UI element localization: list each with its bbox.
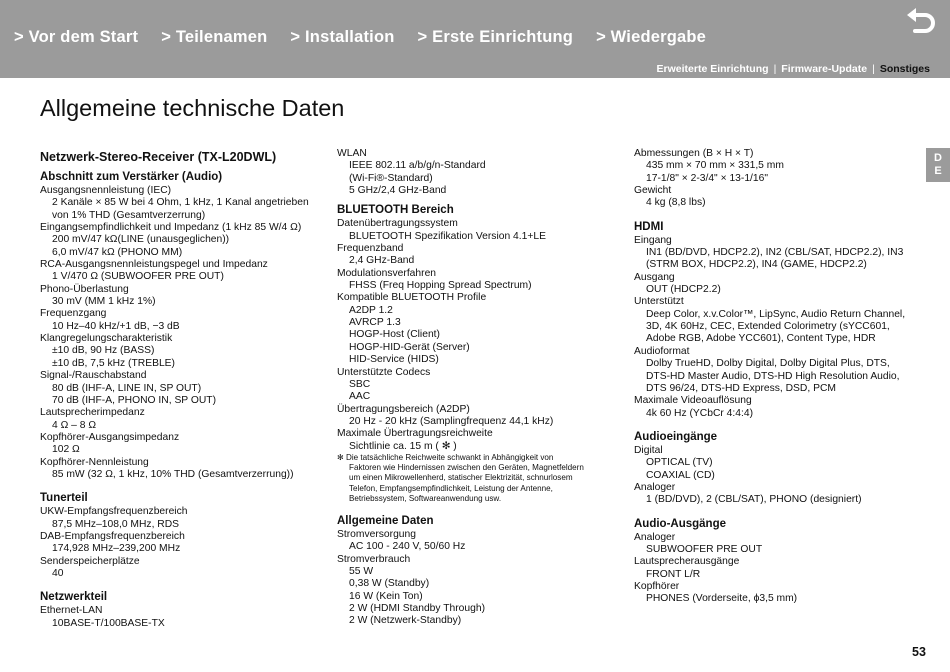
spec-label: Gewicht	[634, 185, 672, 197]
spec-label: Ethernet-LAN	[40, 605, 103, 617]
spec-value: 174,928 MHz–239,200 MHz	[52, 543, 181, 555]
page-title: Allgemeine technische Daten	[40, 95, 345, 121]
spec-label: Klangregelungscharakteristik	[40, 333, 173, 345]
language-tab-letter: E	[934, 165, 942, 177]
spec-label: Analoger	[634, 481, 676, 493]
spec-value: (STRM BOX, HDCP2.2), IN4 (GAME, HDCP2.2)	[646, 259, 867, 271]
spec-label: Frequenzband	[337, 243, 404, 255]
subnav-sonstiges[interactable]: Sonstiges	[879, 63, 930, 75]
spec-value: Dolby TrueHD, Dolby Digital, Dolby Digital Plus, DTS,	[646, 358, 890, 370]
spec-value: HOGP-Host (Client)	[349, 329, 440, 341]
subsection-heading: Audio-Ausgänge	[634, 517, 726, 530]
spec-value: 0,38 W (Standby)	[349, 578, 430, 590]
footnote: Faktoren wie Hindernissen zwischen den Geräten, Magnetfeldern	[349, 463, 584, 473]
spec-label: Ausgangsnennleistung (IEC)	[40, 185, 172, 196]
spec-value: AC 100 - 240 V, 50/60 Hz	[349, 541, 466, 553]
spec-label: Unterstützt	[634, 296, 684, 308]
spec-label: Maximale Videoauflösung	[634, 395, 752, 407]
spec-value: DTS-HD Master Audio, DTS-HD High Resolution Audio,	[646, 370, 900, 382]
spec-value: OPTICAL (TV)	[646, 457, 713, 469]
spec-value: HOGP-HID-Gerät (Server)	[349, 341, 470, 353]
spec-label: Kopfhörer	[634, 580, 680, 592]
spec-value: DTS 96/24, DTS-HD Express, DSD, PCM	[646, 382, 836, 394]
spec-value: 85 mW (32 Ω, 1 kHz, 10% THD (Gesamtverzerrung))	[52, 468, 294, 480]
spec-label: Unterstützte Codecs	[337, 366, 431, 378]
sub-navigation	[657, 63, 930, 75]
footnote: ✻ Die tatsächliche Reichweite schwankt in Abhängigkeit von	[337, 452, 554, 462]
spec-value: 435 mm × 70 mm × 331,5 mm	[646, 160, 784, 172]
spec-value: A2DP 1.2	[349, 304, 393, 316]
spec-value: 16 W (Kein Ton)	[349, 590, 423, 602]
spec-label: Analoger	[634, 531, 676, 543]
spec-value: 2 W (Netzwerk-Standby)	[349, 615, 462, 627]
spec-value: 2 W (HDMI Standby Through)	[349, 602, 486, 614]
spec-value: FRONT L/R	[646, 568, 701, 580]
spec-label: WLAN	[337, 148, 367, 159]
spec-value: 5 GHz/2,4 GHz-Band	[349, 185, 447, 197]
spec-value: 4 kg (8,8 lbs)	[646, 197, 706, 209]
subsection-heading: Tunerteil	[40, 492, 88, 505]
footnote: um einen Mikrowellenherd, statischer Elektrizität, schnurlosem	[349, 473, 573, 483]
subnav-firmware-update[interactable]: Firmware-Update	[781, 63, 868, 75]
spec-value: SBC	[349, 378, 371, 390]
spec-value: 200 mV/47 kΩ(LINE (unausgeglichen))	[52, 234, 230, 246]
spec-column-2	[337, 148, 627, 628]
spec-label: Maximale Übertragungsreichweite	[337, 428, 493, 440]
top-navigation-bar	[0, 0, 950, 78]
spec-label: Abmessungen (B × H × T)	[634, 148, 754, 159]
spec-label: Frequenzgang	[40, 308, 107, 320]
spec-label: Kopfhörer-Nennleistung	[40, 456, 149, 468]
spec-value: 10BASE-T/100BASE-TX	[52, 617, 165, 629]
spec-value: 4k 60 Hz (YCbCr 4:4:4)	[646, 407, 754, 419]
spec-value: 55 W	[349, 565, 374, 577]
subnav-separator: |	[872, 63, 875, 75]
spec-value: AVRCP 1.3	[349, 317, 401, 329]
spec-value: (Wi-Fi®-Standard)	[349, 172, 433, 184]
spec-label: Lautsprecherimpedanz	[40, 407, 145, 419]
spec-value: FHSS (Freq Hopping Spread Spectrum)	[349, 280, 532, 292]
language-tab-letter: D	[934, 152, 942, 164]
spec-label: Modulationsverfahren	[337, 267, 437, 279]
spec-value: ±10 dB, 90 Hz (BASS)	[52, 345, 155, 357]
spec-label: Digital	[634, 444, 663, 456]
nav-wiedergabe[interactable]: > Wiedergabe	[596, 28, 707, 46]
spec-label: Phono-Überlastung	[40, 283, 129, 295]
spec-column-3	[634, 148, 926, 606]
spec-value: IEEE 802.11 a/b/g/n-Standard	[349, 160, 486, 172]
subsection-heading: Audioeingänge	[634, 430, 718, 443]
spec-value: 20 Hz - 20 kHz (Samplingfrequenz 44,1 kHz)	[349, 415, 554, 427]
spec-label: Übertragungsbereich (A2DP)	[337, 403, 470, 415]
spec-value: BLUETOOTH Spezifikation Version 4.1+LE	[349, 230, 546, 242]
nav-erste-einrichtung[interactable]: > Erste Einrichtung	[417, 28, 574, 46]
spec-label: RCA-Ausgangsnennleistungspegel und Impedanz	[40, 259, 268, 271]
spec-value: IN1 (BD/DVD, HDCP2.2), IN2 (CBL/SAT, HDCP2.2), IN3	[646, 247, 904, 259]
nav-installation[interactable]: > Installation	[290, 28, 395, 46]
spec-value: 1 V/470 Ω (SUBWOOFER PRE OUT)	[52, 271, 224, 283]
spec-value: 80 dB (IHF-A, LINE IN, SP OUT)	[52, 382, 202, 394]
spec-value: 6,0 mV/47 kΩ (PHONO MM)	[52, 246, 183, 258]
spec-value: SUBWOOFER PRE OUT	[646, 543, 763, 555]
subsection-heading: Abschnitt zum Verstärker (Audio)	[40, 171, 223, 183]
spec-value: 30 mV (MM 1 kHz 1%)	[52, 296, 156, 308]
page-number: 53	[912, 645, 926, 659]
spec-value: PHONES (Vorderseite, ϕ3,5 mm)	[646, 593, 798, 605]
spec-label: Eingang	[634, 234, 672, 246]
spec-label: Signal-/Rauschabstand	[40, 370, 147, 382]
spec-value: 10 Hz–40 kHz/+1 dB, −3 dB	[52, 320, 180, 332]
spec-value: 4 Ω – 8 Ω	[52, 419, 97, 431]
spec-value: 102 Ω	[52, 444, 80, 456]
spec-label: Eingangsempfindlichkeit und Impedanz (1 kHz 85 W/4 Ω)	[40, 222, 302, 234]
spec-label: Datenübertragungssystem	[337, 218, 458, 230]
subnav-separator: |	[773, 63, 777, 75]
spec-label: Stromverbrauch	[337, 553, 411, 565]
spec-label: Ausgang	[634, 271, 675, 283]
spec-value: OUT (HDCP2.2)	[646, 284, 721, 296]
spec-label: Kompatible BLUETOOTH Profile	[337, 292, 487, 304]
spec-column-1	[40, 148, 330, 630]
footnote: Telefon, Empfangsempfindlichkeit, Leistung der Antenne,	[349, 483, 553, 493]
spec-label: UKW-Empfangsfrequenzbereich	[40, 506, 188, 518]
spec-value: Deep Color, x.v.Color™, LipSync, Audio Return Channel,	[646, 308, 906, 320]
spec-value: HID-Service (HIDS)	[349, 354, 439, 366]
spec-label: DAB-Empfangsfrequenzbereich	[40, 530, 185, 542]
subsection-heading: Allgemeine Daten	[337, 514, 434, 527]
spec-label: Lautsprecherausgänge	[634, 556, 740, 568]
main-nav	[14, 28, 729, 47]
spec-value: 87,5 MHz–108,0 MHz, RDS	[52, 518, 180, 530]
spec-label: Audioformat	[634, 345, 690, 357]
spec-value: 70 dB (IHF-A, PHONO IN, SP OUT)	[52, 394, 217, 406]
nav-teilenamen[interactable]: > Teilenamen	[161, 28, 268, 46]
spec-value: Adobe RGB, Adobe YCC601), Content Type, HDR	[646, 333, 876, 345]
subsection-heading: BLUETOOTH Bereich	[337, 204, 454, 217]
spec-value: von 1% THD (Gesamtverzerrung)	[52, 209, 206, 221]
nav-vor-dem-start[interactable]: > Vor dem Start	[14, 28, 139, 46]
section-heading: Netzwerk-Stereo-Receiver (TX-L20DWL)	[40, 150, 277, 164]
spec-value: 40	[52, 567, 64, 579]
spec-value: ±10 dB, 7,5 kHz (TREBLE)	[52, 357, 175, 369]
spec-value: 2 Kanäle × 85 W bei 4 Ohm, 1 kHz, 1 Kanal angetrieben	[52, 197, 309, 209]
footnote: Betriebssystem, Softwareanwendung usw.	[349, 493, 502, 503]
return-arrow-icon[interactable]	[903, 5, 939, 39]
spec-value: 2,4 GHz-Band	[349, 255, 415, 267]
subsection-heading: HDMI	[634, 220, 664, 233]
language-tab[interactable]	[926, 148, 950, 182]
spec-value: AAC	[349, 391, 371, 403]
spec-label: Senderspeicherplätze	[40, 555, 140, 567]
spec-label: Kopfhörer-Ausgangsimpedanz	[40, 431, 180, 443]
spec-value: 3D, 4K 60Hz, CEC, Extended Colorimetry (sYCC601,	[646, 321, 890, 333]
spec-value: Sichtlinie ca. 15 m ( ✻ )	[349, 440, 457, 452]
spec-value: 1 (BD/DVD), 2 (CBL/SAT), PHONO (designiert)	[646, 494, 862, 506]
spec-value: 17-1/8" × 2-3/4" × 13-1/16"	[646, 172, 769, 184]
spec-value: COAXIAL (CD)	[646, 469, 715, 481]
spec-label: Stromversorgung	[337, 528, 416, 540]
subnav-erweiterte-einrichtung[interactable]: Erweiterte Einrichtung	[656, 63, 769, 75]
subsection-heading: Netzwerkteil	[40, 591, 108, 604]
